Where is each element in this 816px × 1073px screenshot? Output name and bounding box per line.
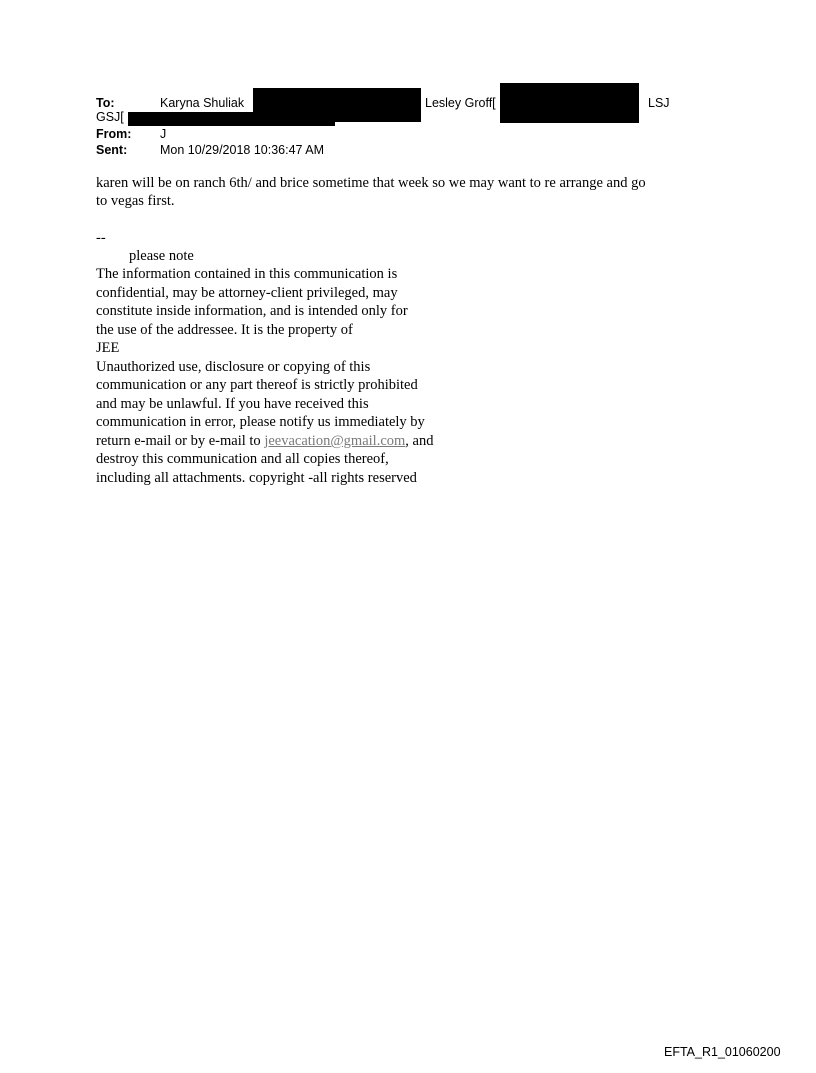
to-recipient-3: LSJ	[648, 96, 670, 110]
disclaimer-line: communication or any part thereof is strictly prohibited	[96, 377, 418, 393]
disclaimer-line: communication in error, please notify us immediately by	[96, 414, 425, 430]
disclaimer-line	[96, 432, 433, 451]
disclaimer-line: constitute inside information, and is intended only for	[96, 303, 408, 319]
email-link[interactable]: jeevacation@gmail.com	[264, 433, 406, 449]
to-recipient-4: GSJ[	[96, 110, 124, 124]
from-label: From:	[96, 127, 132, 141]
redaction-block	[128, 112, 335, 126]
disclaimer-text: , and	[405, 433, 434, 449]
disclaimer-text: return e-mail or by e-mail to	[96, 433, 265, 449]
disclaimer-line: Unauthorized use, disclosure or copying of this	[96, 359, 371, 375]
disclaimer-line: The information contained in this communication is	[96, 266, 398, 282]
disclaimer-line: including all attachments. copyright -all rights reserved	[96, 470, 417, 486]
disclaimer-line: the use of the addressee. It is the property of	[96, 322, 353, 338]
disclaimer-line: JEE	[96, 340, 120, 356]
disclaimer-line: and may be unlawful. If you have received this	[96, 396, 369, 412]
from-value: J	[160, 127, 167, 141]
to-recipient-1: Karyna Shuliak	[160, 96, 245, 110]
document-id: EFTA_R1_01060200	[664, 1045, 781, 1059]
sent-label: Sent:	[96, 143, 128, 157]
to-recipient-2: Lesley Groff[	[425, 96, 496, 110]
sent-value: Mon 10/29/2018 10:36:47 AM	[160, 143, 325, 157]
disclaimer-line: confidential, may be attorney-client privileged, may	[96, 285, 398, 301]
disclaimer-line: destroy this communication and all copies thereof,	[96, 451, 389, 467]
message-line: to vegas first.	[96, 193, 175, 209]
message-line: karen will be on ranch 6th/ and brice sometime that week so we may want to re arrange and go	[96, 175, 646, 191]
signature-note: please note	[129, 248, 194, 264]
to-label: To:	[96, 96, 115, 110]
redaction-block	[500, 83, 639, 123]
signature-separator: --	[96, 230, 106, 246]
